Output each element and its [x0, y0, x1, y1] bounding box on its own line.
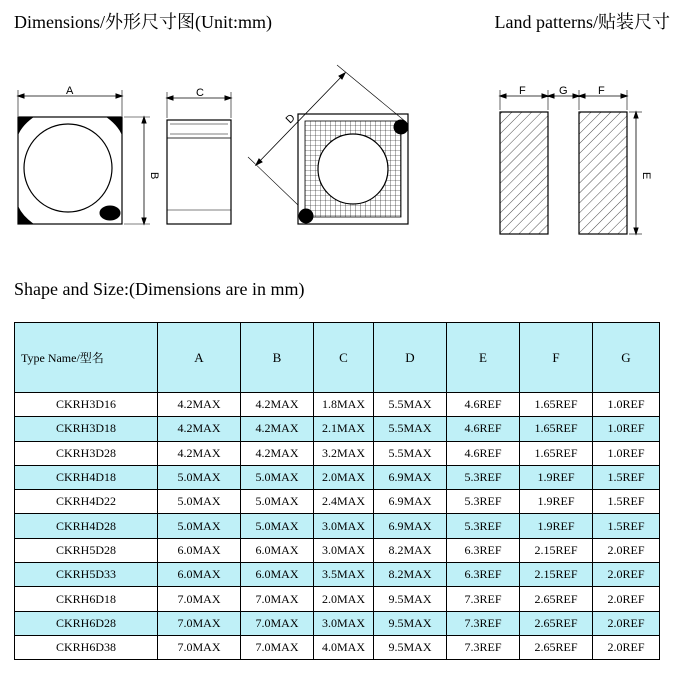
value-cell: 1.0REF — [593, 441, 660, 465]
value-cell: 4.2MAX — [158, 441, 241, 465]
value-cell: 6.9MAX — [374, 490, 447, 514]
value-cell: 2.0REF — [593, 563, 660, 587]
label-e: E — [640, 172, 652, 180]
table-row — [15, 465, 660, 489]
type-name-cell: CKRH6D18 — [15, 587, 158, 611]
value-cell: 5.0MAX — [241, 514, 314, 538]
value-cell: 1.8MAX — [314, 393, 374, 417]
label-f-right: F — [598, 85, 605, 97]
value-cell: 3.5MAX — [314, 563, 374, 587]
value-cell: 2.0MAX — [314, 587, 374, 611]
value-cell: 4.2MAX — [241, 441, 314, 465]
value-cell: 7.3REF — [447, 635, 520, 659]
value-cell: 6.9MAX — [374, 465, 447, 489]
bottom-view — [248, 65, 408, 224]
column-header: G — [593, 323, 660, 393]
type-name-cell: CKRH4D18 — [15, 465, 158, 489]
value-cell: 2.0REF — [593, 587, 660, 611]
table-row — [15, 611, 660, 635]
value-cell: 6.9MAX — [374, 514, 447, 538]
value-cell: 4.2MAX — [241, 393, 314, 417]
type-name-cell: CKRH5D33 — [15, 563, 158, 587]
label-b: B — [148, 172, 160, 180]
value-cell: 6.0MAX — [241, 538, 314, 562]
value-cell: 8.2MAX — [374, 538, 447, 562]
value-cell: 7.0MAX — [158, 587, 241, 611]
type-name-cell: CKRH4D28 — [15, 514, 158, 538]
value-cell: 6.0MAX — [241, 563, 314, 587]
column-header: A — [158, 323, 241, 393]
label-f-left: F — [519, 85, 526, 97]
value-cell: 2.0MAX — [314, 465, 374, 489]
value-cell: 5.5MAX — [374, 441, 447, 465]
type-name-cell: CKRH6D38 — [15, 635, 158, 659]
type-name-cell: CKRH4D22 — [15, 490, 158, 514]
table-row — [15, 393, 660, 417]
section-title: Shape and Size:(Dimensions are in mm) — [14, 279, 305, 299]
value-cell: 6.0MAX — [158, 538, 241, 562]
value-cell: 6.3REF — [447, 563, 520, 587]
dimensions-title: Dimensions/外形尺寸图(Unit:mm) — [14, 12, 272, 32]
type-name-cell: CKRH3D18 — [15, 417, 158, 441]
value-cell: 1.9REF — [520, 465, 593, 489]
value-cell: 1.5REF — [593, 490, 660, 514]
value-cell: 4.2MAX — [241, 417, 314, 441]
value-cell: 2.1MAX — [314, 417, 374, 441]
value-cell: 1.5REF — [593, 465, 660, 489]
value-cell: 6.0MAX — [158, 563, 241, 587]
value-cell: 7.3REF — [447, 611, 520, 635]
table-row — [15, 441, 660, 465]
label-d: D — [283, 112, 298, 127]
top-view — [18, 90, 150, 224]
value-cell: 1.9REF — [520, 514, 593, 538]
value-cell: 9.5MAX — [374, 587, 447, 611]
table-row — [15, 417, 660, 441]
value-cell: 4.6REF — [447, 417, 520, 441]
value-cell: 1.0REF — [593, 417, 660, 441]
table-header-row — [15, 323, 660, 393]
value-cell: 3.0MAX — [314, 514, 374, 538]
dimension-drawing — [0, 40, 680, 240]
column-header: E — [447, 323, 520, 393]
value-cell: 4.6REF — [447, 441, 520, 465]
value-cell: 2.65REF — [520, 635, 593, 659]
column-header: C — [314, 323, 374, 393]
table-row — [15, 514, 660, 538]
label-a: A — [66, 85, 74, 97]
value-cell: 1.65REF — [520, 417, 593, 441]
value-cell: 2.15REF — [520, 563, 593, 587]
value-cell: 7.0MAX — [158, 635, 241, 659]
table-body — [15, 393, 660, 660]
value-cell: 8.2MAX — [374, 563, 447, 587]
value-cell: 1.65REF — [520, 441, 593, 465]
column-header: Type Name/型名 — [15, 323, 158, 393]
value-cell: 2.0REF — [593, 635, 660, 659]
value-cell: 7.0MAX — [241, 611, 314, 635]
table-row — [15, 635, 660, 659]
side-view — [167, 92, 231, 224]
label-c: C — [196, 87, 204, 99]
table-row — [15, 563, 660, 587]
value-cell: 1.9REF — [520, 490, 593, 514]
value-cell: 5.3REF — [447, 514, 520, 538]
table-row — [15, 538, 660, 562]
land-pattern — [500, 90, 642, 234]
column-header: D — [374, 323, 447, 393]
value-cell: 5.0MAX — [158, 465, 241, 489]
value-cell: 2.0REF — [593, 538, 660, 562]
column-header: F — [520, 323, 593, 393]
value-cell: 2.65REF — [520, 587, 593, 611]
value-cell: 7.3REF — [447, 587, 520, 611]
table-row — [15, 490, 660, 514]
value-cell: 2.15REF — [520, 538, 593, 562]
value-cell: 1.5REF — [593, 514, 660, 538]
value-cell: 4.2MAX — [158, 393, 241, 417]
value-cell: 5.0MAX — [158, 514, 241, 538]
label-g: G — [559, 85, 568, 97]
spec-table — [14, 322, 660, 660]
value-cell: 9.5MAX — [374, 635, 447, 659]
value-cell: 3.0MAX — [314, 538, 374, 562]
type-name-cell: CKRH3D16 — [15, 393, 158, 417]
land-patterns-title: Land patterns/贴装尺寸 — [494, 12, 670, 32]
value-cell: 5.0MAX — [241, 465, 314, 489]
value-cell: 5.5MAX — [374, 417, 447, 441]
type-name-cell: CKRH5D28 — [15, 538, 158, 562]
value-cell: 1.0REF — [593, 393, 660, 417]
value-cell: 9.5MAX — [374, 611, 447, 635]
value-cell: 4.6REF — [447, 393, 520, 417]
value-cell: 2.0REF — [593, 611, 660, 635]
value-cell: 5.0MAX — [241, 490, 314, 514]
value-cell: 2.65REF — [520, 611, 593, 635]
value-cell: 5.0MAX — [158, 490, 241, 514]
value-cell: 5.3REF — [447, 490, 520, 514]
value-cell: 7.0MAX — [158, 611, 241, 635]
value-cell: 3.0MAX — [314, 611, 374, 635]
value-cell: 6.3REF — [447, 538, 520, 562]
type-name-cell: CKRH3D28 — [15, 441, 158, 465]
table-row — [15, 587, 660, 611]
type-name-cell: CKRH6D28 — [15, 611, 158, 635]
value-cell: 7.0MAX — [241, 587, 314, 611]
value-cell: 2.4MAX — [314, 490, 374, 514]
value-cell: 4.0MAX — [314, 635, 374, 659]
value-cell: 3.2MAX — [314, 441, 374, 465]
value-cell: 5.5MAX — [374, 393, 447, 417]
value-cell: 5.3REF — [447, 465, 520, 489]
value-cell: 7.0MAX — [241, 635, 314, 659]
value-cell: 4.2MAX — [158, 417, 241, 441]
column-header: B — [241, 323, 314, 393]
value-cell: 1.65REF — [520, 393, 593, 417]
